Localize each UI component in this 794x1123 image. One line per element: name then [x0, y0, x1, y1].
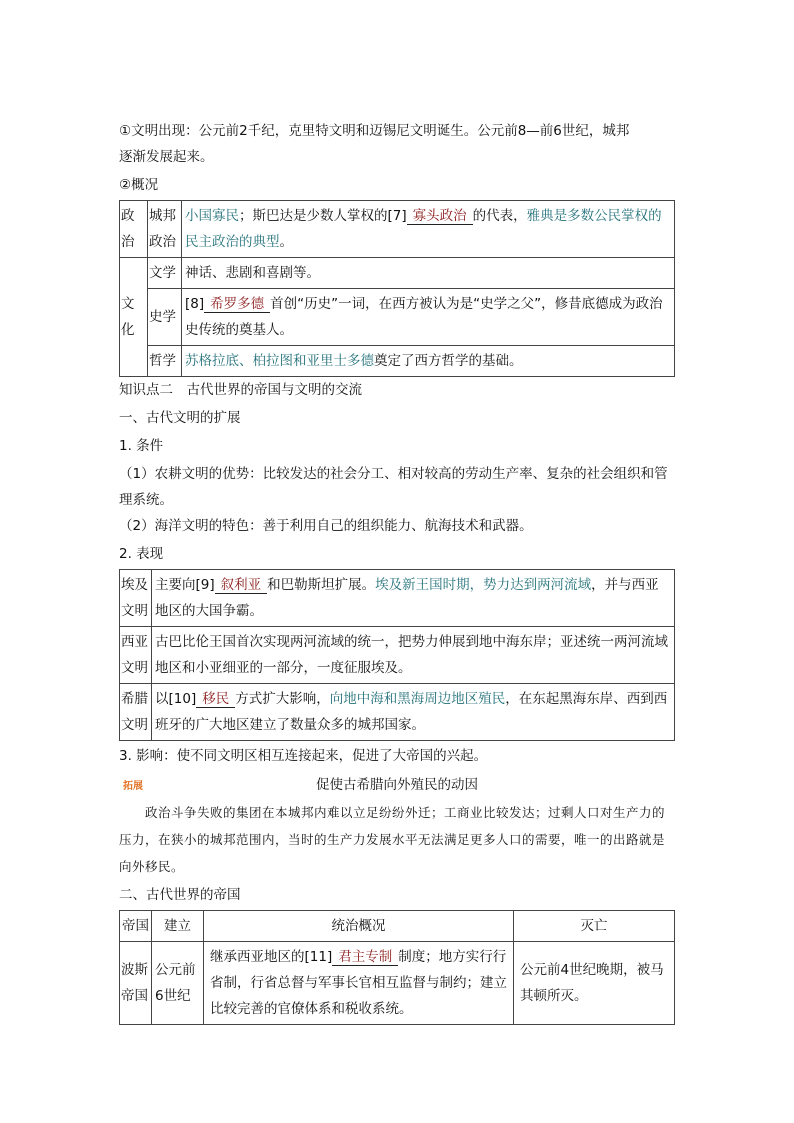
egypt-text-1: 主要向[9] [155, 577, 215, 593]
greece-text-3: ，在东起黑海东岸、西到西班牙的广大地区建立了数量众多的城邦国家。 [155, 691, 668, 733]
empires-table [119, 910, 675, 1025]
egypt-text-2: 和巴勒斯坦扩展。 [267, 577, 376, 593]
phil-text: 奠定了西方哲学的基础。 [374, 353, 523, 369]
lit-label: 文学 [148, 258, 182, 289]
city-label: 城邦政治 [148, 201, 182, 258]
blank-8: 希罗多德 [204, 296, 270, 313]
persia-rule-cell [204, 942, 514, 1025]
city-text-3: 。 [279, 234, 293, 250]
persia-name: 波斯帝国 [120, 942, 152, 1025]
persia-text-2: 制度；地方实行行省制，行省总督与军事长官相互监督与制约；建立比较完善的官僚体系和税收系统。 [210, 949, 507, 1017]
greece-cell [152, 684, 675, 741]
header-empire: 帝国 [120, 911, 152, 942]
blank-10: 移民 [196, 691, 235, 708]
phil-cell [182, 346, 675, 377]
performance-heading: 2. 表现 [119, 546, 164, 562]
greece-label: 希腊文明 [120, 684, 152, 741]
condition-2: （2）海洋文明的特色：善于利用自己的组织能力、航海技术和武器。 [119, 518, 533, 534]
city-teal-2: 雅典是多数公民掌权的民主政治的典型 [185, 208, 662, 250]
section-heading-expansion: 一、古代文明的扩展 [119, 410, 241, 426]
city-teal-1: 小国寡民 [185, 208, 239, 224]
greece-text-2: 方式扩大影响， [235, 691, 330, 707]
extend-header [119, 771, 675, 799]
table-row [120, 346, 675, 377]
westasia-text: 古巴比伦王国首次实现两河流域的统一，把势力伸展到地中海东岸；亚述统一两河流域地区和小亚细亚的一部分，一度征服埃及。 [152, 627, 675, 684]
blank-9: 叙利亚 [215, 577, 268, 594]
hist-text-2: 首创“历史”一词，在西方被认为是“史学之父”，修昔底德成为政治史传统的奠基人。 [185, 296, 663, 338]
section-heading-empires: 二、古代世界的帝国 [119, 887, 241, 903]
table-header-row [120, 911, 675, 942]
hist-cell [182, 289, 675, 346]
table-row [120, 942, 675, 1025]
persia-founded: 公元前6世纪 [152, 942, 204, 1025]
table-row [120, 684, 675, 741]
conditions-heading: 1. 条件 [119, 438, 164, 454]
blank-7: 寡头政治 [407, 208, 473, 225]
persia-fall: 公元前4世纪晚期，被马其顿所灭。 [514, 942, 675, 1025]
table-row [120, 570, 675, 627]
egypt-label: 埃及文明 [120, 570, 152, 627]
document-page [119, 118, 675, 1025]
hist-label: 史学 [148, 289, 182, 346]
greece-text-1: 以[10] [155, 691, 197, 707]
politics-label: 政治 [120, 201, 148, 258]
city-text-2: 的代表， [472, 208, 527, 224]
intro-line-2: 逐渐发展起来。 [119, 149, 214, 165]
egypt-text-3: ，并与西亚地区的大国争霸。 [155, 577, 659, 619]
blank-11: 君主专制 [332, 949, 398, 966]
knowledge-point-heading: 知识点二 古代世界的帝国与文明的交流 [119, 382, 362, 398]
culture-label: 文化 [120, 258, 148, 377]
hist-text-1: [8] [185, 296, 205, 312]
egypt-cell [152, 570, 675, 627]
lit-text: 神话、悲剧和喜剧等。 [182, 258, 675, 289]
header-rule: 统治概况 [204, 911, 514, 942]
greece-teal: 向地中海和黑海周边地区殖民 [329, 691, 506, 707]
extend-title: 促使古希腊向外殖民的动因 [316, 777, 478, 793]
phil-teal: 苏格拉底、柏拉图和亚里士多德 [185, 353, 374, 369]
header-fall: 灭亡 [514, 911, 675, 942]
egypt-teal: 埃及新王国时期，势力达到两河流域 [375, 577, 592, 593]
impact-line: 3. 影响：使不同文明区相互连接起来，促进了大帝国的兴起。 [119, 748, 488, 764]
table-row [120, 289, 675, 346]
intro-line-1: ①文明出现：公元前2千纪，克里特文明和迈锡尼文明诞生。公元前8—前6世纪，城邦 [119, 123, 630, 139]
extend-body: 政治斗争失败的集团在本城邦内难以立足纷纷外迁；工商业比较发达；过剩人口对生产力的压力，在狭小的城邦范围内，当时的生产力发展水平无法满足更多人口的需要，唯一的出路就是向外移民。 [119, 805, 666, 874]
greek-overview-table [119, 200, 675, 377]
persia-text-1: 继承西亚地区的[11] [210, 949, 333, 965]
table-row [120, 627, 675, 684]
condition-1: （1）农耕文明的优势：比较发达的社会分工、相对较高的劳动生产率、复杂的社会组织和管理系统。 [119, 466, 668, 508]
header-founded: 建立 [152, 911, 204, 942]
city-text-1: ；斯巴达是少数人掌权的[7] [239, 208, 407, 224]
extend-tag: 拓展 [123, 781, 143, 792]
overview-heading: ②概况 [119, 177, 159, 193]
table-row [120, 201, 675, 258]
expansion-table [119, 569, 675, 741]
city-cell [182, 201, 675, 258]
phil-label: 哲学 [148, 346, 182, 377]
table-row [120, 258, 675, 289]
westasia-label: 西亚文明 [120, 627, 152, 684]
